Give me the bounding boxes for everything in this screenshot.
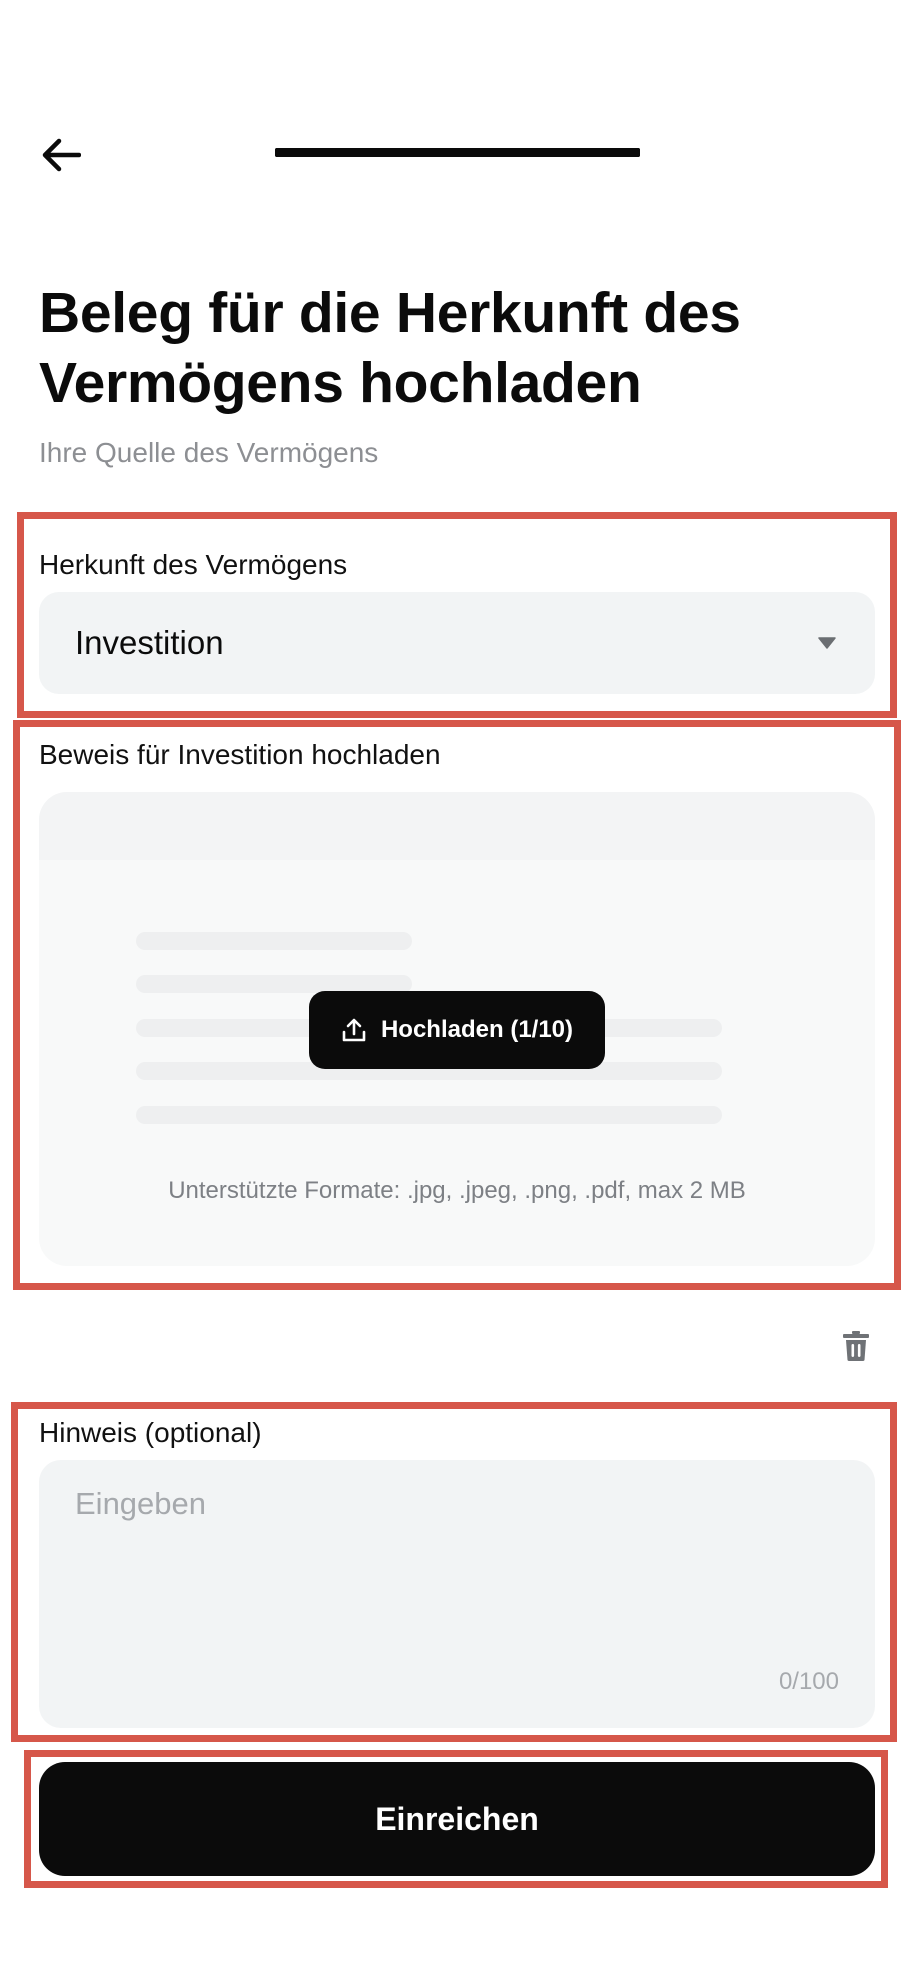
upload-icon <box>341 1017 367 1043</box>
note-char-counter: 0/100 <box>778 1668 839 1695</box>
document-preview-header <box>39 792 875 860</box>
arrow-left-icon <box>41 138 81 172</box>
triangle-down-icon <box>815 635 839 651</box>
upload-button[interactable] <box>309 991 605 1069</box>
source-of-funds-value: Investition <box>75 624 224 661</box>
progress-bar-fill <box>275 148 640 157</box>
progress-bar <box>275 148 640 157</box>
upload-button-label: Hochladen (1/10) <box>380 1016 574 1043</box>
source-of-funds-label: Herkunft des Vermögens <box>39 549 348 580</box>
note-input[interactable] <box>75 1486 835 1666</box>
note-field <box>39 1460 875 1728</box>
upload-dropzone[interactable] <box>39 792 875 1266</box>
source-of-funds-select[interactable] <box>39 592 875 694</box>
document-preview-line <box>136 932 412 950</box>
delete-upload-button[interactable] <box>838 1326 874 1366</box>
back-button[interactable] <box>36 130 86 180</box>
note-label: Hinweis (optional) <box>39 1417 262 1448</box>
upload-label: Beweis für Investition hochladen <box>39 739 441 770</box>
document-preview-line <box>136 1106 722 1124</box>
page-subtitle: Ihre Quelle des Vermögens <box>39 437 379 468</box>
trash-icon <box>842 1330 870 1362</box>
supported-formats-hint: Unterstützte Formate: .jpg, .jpeg, .png, .pdf, max 2 MB <box>168 1177 746 1204</box>
page-title: Beleg für die Herkunft des Vermögens hochladen <box>39 281 741 415</box>
submit-button[interactable]: Einreichen <box>39 1762 875 1876</box>
